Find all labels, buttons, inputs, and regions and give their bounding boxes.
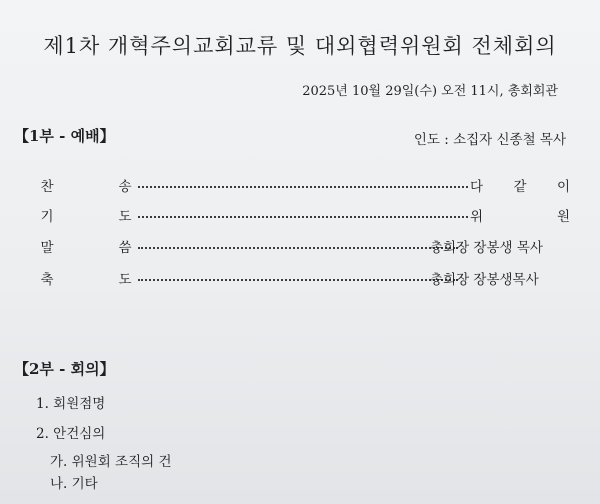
row-label-char: 씀 (118, 240, 132, 256)
meeting-dateline: 2025년 10월 29일(수) 오전 11시, 총회회관 (302, 84, 558, 99)
row-value: 총회장 장봉생 목사 (430, 240, 543, 256)
row-label-char: 기 (40, 209, 54, 225)
document-title: 제1차 개혁주의교회교류 및 대외협력위원회 전체회의 (43, 34, 557, 58)
dot-leader (138, 186, 468, 188)
row-label-char: 말 (40, 240, 54, 256)
dot-leader (138, 216, 468, 218)
part1-leader: 인도 : 소집자 신종철 목사 (413, 132, 566, 148)
row-label-char: 송 (118, 179, 132, 195)
row-value: 총회장 장봉생목사 (430, 272, 539, 288)
program-row-sermon (40, 236, 570, 256)
row-label (40, 268, 132, 288)
row-label-char: 도 (118, 209, 132, 225)
agenda-subitem: 가. 위원회 조직의 건 (50, 454, 172, 470)
row-label-char: 도 (118, 272, 132, 288)
program-row-prayer (40, 205, 570, 225)
agenda-item: 1. 회원점명 (36, 396, 106, 412)
row-value-char: 이 (556, 179, 570, 195)
row-value-char: 다 (470, 179, 484, 195)
row-value-char: 원 (556, 209, 570, 225)
row-label (40, 205, 132, 225)
program-row-benediction (40, 268, 570, 288)
part2-heading: 【2부 - 회의】 (14, 360, 115, 378)
row-label (40, 236, 132, 256)
row-value (470, 205, 570, 225)
row-value-char: 위 (470, 209, 484, 225)
row-value (470, 175, 570, 195)
agenda-subitem: 나. 기타 (50, 476, 98, 492)
dot-leader (138, 279, 458, 281)
row-label-char: 찬 (40, 179, 54, 195)
row-value-char: 같 (513, 179, 527, 195)
dot-leader (138, 247, 458, 249)
row-label-char: 축 (40, 272, 54, 288)
row-label (40, 175, 132, 195)
program-row-hymn (40, 175, 570, 195)
part1-heading: 【1부 - 예배】 (14, 127, 115, 145)
agenda-item: 2. 안건심의 (36, 426, 106, 442)
